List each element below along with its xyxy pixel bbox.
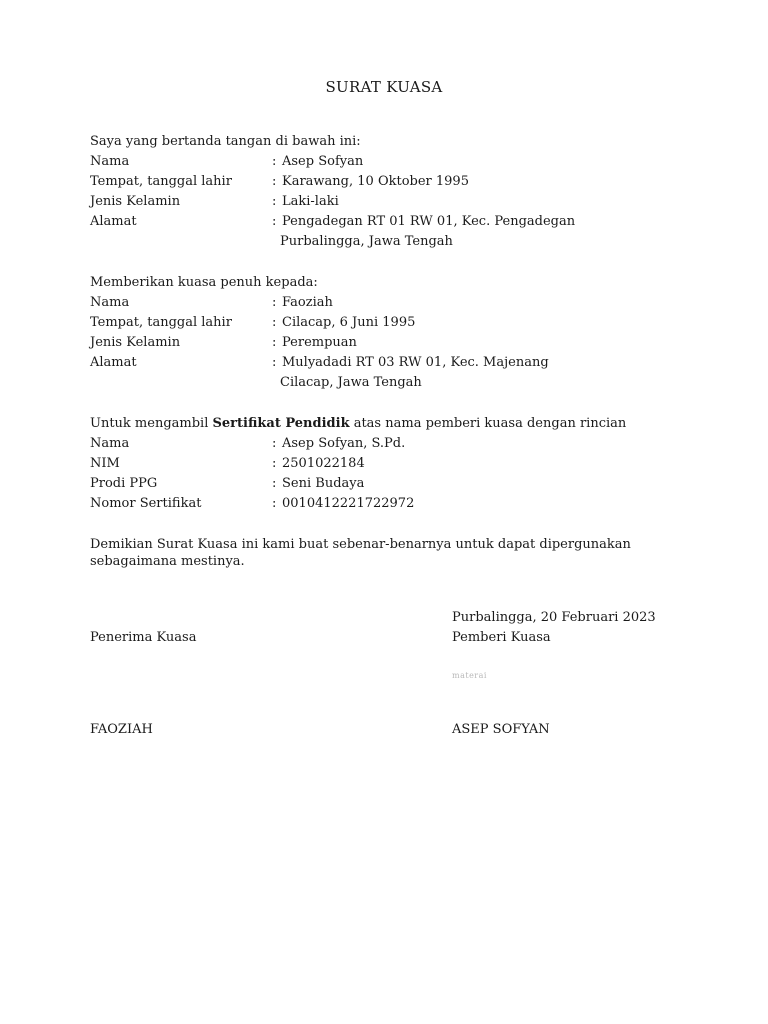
field-colon: : xyxy=(272,315,277,330)
grantee-address-continuation: Cilacap, Jawa Tengah xyxy=(280,375,422,390)
purpose-certificate-row xyxy=(90,494,680,514)
field-colon: : xyxy=(272,496,277,511)
grantee-address-value: Mulyadadi RT 03 RW 01, Kec. Majenang xyxy=(282,355,549,370)
field-label: Alamat xyxy=(90,214,137,229)
giver-name: ASEP SOFYAN xyxy=(452,722,550,737)
field-label: NIM xyxy=(90,456,120,471)
purpose-intro-post: atas nama pemberi kuasa dengan rincian xyxy=(349,416,627,431)
grantor-birth-row xyxy=(90,172,680,192)
field-label: Prodi PPG xyxy=(90,476,158,491)
field-colon: : xyxy=(272,174,277,189)
field-colon: : xyxy=(272,476,277,491)
field-colon: : xyxy=(272,456,277,471)
grantor-name-row xyxy=(90,152,680,172)
grantee-name-value: Faoziah xyxy=(282,295,333,310)
field-label: Alamat xyxy=(90,355,137,370)
field-label: Nama xyxy=(90,436,130,451)
purpose-nim-row xyxy=(90,454,680,474)
receiver-label: Penerima Kuasa xyxy=(90,630,197,645)
grantor-address-row xyxy=(90,212,680,232)
closing-line-1: Demikian Surat Kuasa ini kami buat sebenar-benarnya untuk dapat dipergunakan xyxy=(90,537,631,552)
field-label: Tempat, tanggal lahir xyxy=(90,174,232,189)
purpose-name-value: Asep Sofyan, S.Pd. xyxy=(282,436,406,451)
field-label: Nama xyxy=(90,154,130,169)
grantor-name-value: Asep Sofyan xyxy=(282,154,364,169)
giver-label: Pemberi Kuasa xyxy=(452,630,551,645)
grantor-section xyxy=(90,132,680,252)
grantor-address-continuation: Purbalingga, Jawa Tengah xyxy=(280,234,453,249)
field-colon: : xyxy=(272,154,277,169)
field-colon: : xyxy=(272,295,277,310)
field-label: Jenis Kelamin xyxy=(90,194,181,209)
purpose-nim-value: 2501022184 xyxy=(282,456,365,471)
grantee-gender-value: Perempuan xyxy=(282,335,357,350)
field-label: Nomor Sertifikat xyxy=(90,496,202,511)
purpose-program-row xyxy=(90,474,680,494)
grantor-address-value: Pengadegan RT 01 RW 01, Kec. Pengadegan xyxy=(282,214,576,229)
purpose-intro xyxy=(90,414,680,434)
grantee-section xyxy=(90,273,680,393)
grantor-intro: Saya yang bertanda tangan di bawah ini: xyxy=(90,134,361,149)
purpose-name-row xyxy=(90,434,680,454)
field-label: Jenis Kelamin xyxy=(90,335,181,350)
grantee-birth-value: Cilacap, 6 Juni 1995 xyxy=(282,315,416,330)
closing-paragraph xyxy=(90,536,680,570)
field-label: Tempat, tanggal lahir xyxy=(90,315,232,330)
field-label: Nama xyxy=(90,295,130,310)
field-colon: : xyxy=(272,335,277,350)
grantee-intro: Memberikan kuasa penuh kepada: xyxy=(90,275,318,290)
place-date: Purbalingga, 20 Februari 2023 xyxy=(452,610,656,625)
grantor-gender-row xyxy=(90,192,680,212)
field-colon: : xyxy=(272,355,277,370)
grantee-gender-row xyxy=(90,333,680,353)
grantor-birth-value: Karawang, 10 Oktober 1995 xyxy=(282,174,469,189)
field-colon: : xyxy=(272,436,277,451)
purpose-certificate-value: 0010412221722972 xyxy=(282,496,415,511)
grantee-name-row xyxy=(90,293,680,313)
receiver-name: FAOZIAH xyxy=(90,722,153,737)
certificate-name: Sertifikat Pendidik xyxy=(212,416,350,431)
document-title: SURAT KUASA xyxy=(325,78,443,96)
field-colon: : xyxy=(272,214,277,229)
grantee-address-row xyxy=(90,353,680,373)
grantee-birth-row xyxy=(90,313,680,333)
purpose-section xyxy=(90,414,680,514)
purpose-intro-pre: Untuk mengambil xyxy=(90,416,213,431)
stamp-placeholder: materai xyxy=(452,671,487,680)
grantor-gender-value: Laki-laki xyxy=(282,194,339,209)
closing-line-2: sebagaimana mestinya. xyxy=(90,554,245,569)
purpose-program-value: Seni Budaya xyxy=(282,476,365,491)
field-colon: : xyxy=(272,194,277,209)
